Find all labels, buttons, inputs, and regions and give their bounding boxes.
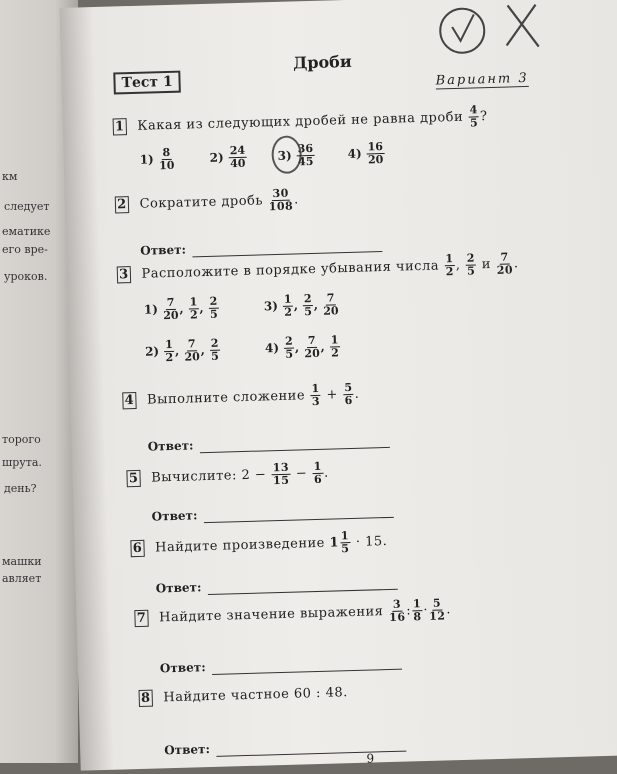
question-text: Выполните сложение bbox=[146, 388, 306, 408]
question-number: 6 bbox=[130, 540, 144, 557]
question-number: 3 bbox=[117, 266, 131, 283]
answer-row: Ответ: bbox=[151, 499, 393, 525]
answer-row: Ответ: bbox=[147, 429, 389, 455]
worksheet-page bbox=[59, 0, 617, 771]
question-text: Найдите частное 60 : 48. bbox=[163, 685, 348, 706]
question-7: 7 Найдите значение выражения $\frac{3}{16}$ : $\frac{1}{8}$ · $\frac{5}{12}$ . bbox=[134, 597, 451, 631]
question-number: 1 bbox=[113, 118, 127, 135]
q3-option-1: 1) $\frac{7}{20}$ , $\frac{1}{2}$ , $\frac{2}{5}$ bbox=[143, 294, 218, 323]
question-4: 4 Выполните сложение $\frac{1}{3}$ + $\frac{5}{6}$ . bbox=[122, 382, 360, 414]
answer-row: Ответ: bbox=[160, 651, 402, 677]
question-6: 6 Найдите произведение 1 $\frac{1}{5}$ · 15. bbox=[130, 529, 387, 561]
question-text: Расположите в порядке убывания числа bbox=[141, 258, 440, 282]
left-page-text: уроков. bbox=[4, 270, 48, 283]
left-page-text: шрута. bbox=[2, 456, 42, 469]
q1-option-3: 3) $\frac{36}{45}$ bbox=[277, 141, 314, 169]
q1-option-2: 2) $\frac{24}{40}$ bbox=[209, 143, 246, 171]
question-number: 7 bbox=[134, 610, 148, 627]
left-page-text: день? bbox=[4, 482, 37, 495]
answer-row: Ответ: bbox=[155, 571, 397, 597]
question-text: Сократите дробь bbox=[139, 193, 264, 212]
left-page-text: машки bbox=[2, 555, 42, 568]
q1-option-1: 1) $\frac{8}{10}$ bbox=[139, 145, 175, 173]
question-number: 4 bbox=[122, 392, 136, 409]
left-page-text: его вре- bbox=[2, 243, 48, 256]
question-2: 2 Сократите дробь $\frac{30}{108}$ . bbox=[115, 187, 299, 217]
question-number: 8 bbox=[139, 690, 153, 707]
question-5: 5 Вычислите: 2 − $\frac{13}{15}$ − $\frac{1}{6}$ . bbox=[126, 461, 329, 492]
answer-row: Ответ: bbox=[140, 233, 382, 259]
question-number: 2 bbox=[115, 196, 129, 213]
left-page-text: ематике bbox=[2, 225, 51, 238]
q3-option-3: 3) $\frac{1}{2}$ , $\frac{2}{5}$ , $\frac{7}{20}$ bbox=[263, 291, 339, 319]
question-text: Какая из следующих дробей не равна дроби bbox=[137, 109, 464, 134]
test-label: Тест 1 bbox=[113, 71, 181, 95]
left-page-text: торого bbox=[2, 433, 41, 446]
q3-option-2: 2) $\frac{1}{2}$ , $\frac{7}{20}$ , $\frac{2}{5}$ bbox=[144, 336, 219, 365]
question-text: Найдите произведение bbox=[155, 535, 326, 556]
question-3: 3 Расположите в порядке убывания числа $\frac{1}{2}$ , $\frac{2}{5}$ и $\frac{7}{20}$ . bbox=[117, 251, 519, 287]
variant-label: Вариант 3 bbox=[435, 70, 529, 89]
q3-option-4: 4) $\frac{2}{5}$ , $\frac{7}{20}$ , $\frac{1}{2}$ bbox=[264, 333, 339, 361]
question-text: Найдите значение выражения bbox=[158, 604, 384, 626]
page-title: Дроби bbox=[292, 51, 352, 73]
fraction: $\frac{4}{5}$ bbox=[469, 103, 479, 130]
page-number: 9 bbox=[366, 751, 375, 766]
answer-row: Ответ: bbox=[164, 733, 406, 759]
left-page-text: авляет bbox=[2, 572, 42, 585]
question-text: Вычислите: 2 − bbox=[151, 467, 267, 486]
q1-option-4: 4) $\frac{16}{20}$ bbox=[347, 139, 384, 167]
left-page-text: следует bbox=[4, 200, 50, 213]
question-number: 5 bbox=[126, 470, 140, 487]
left-page-text: км bbox=[2, 170, 18, 183]
question-1: 1 Какая из следующих дробей не равна дроби $\frac{4}{5}$ ? bbox=[112, 104, 487, 139]
